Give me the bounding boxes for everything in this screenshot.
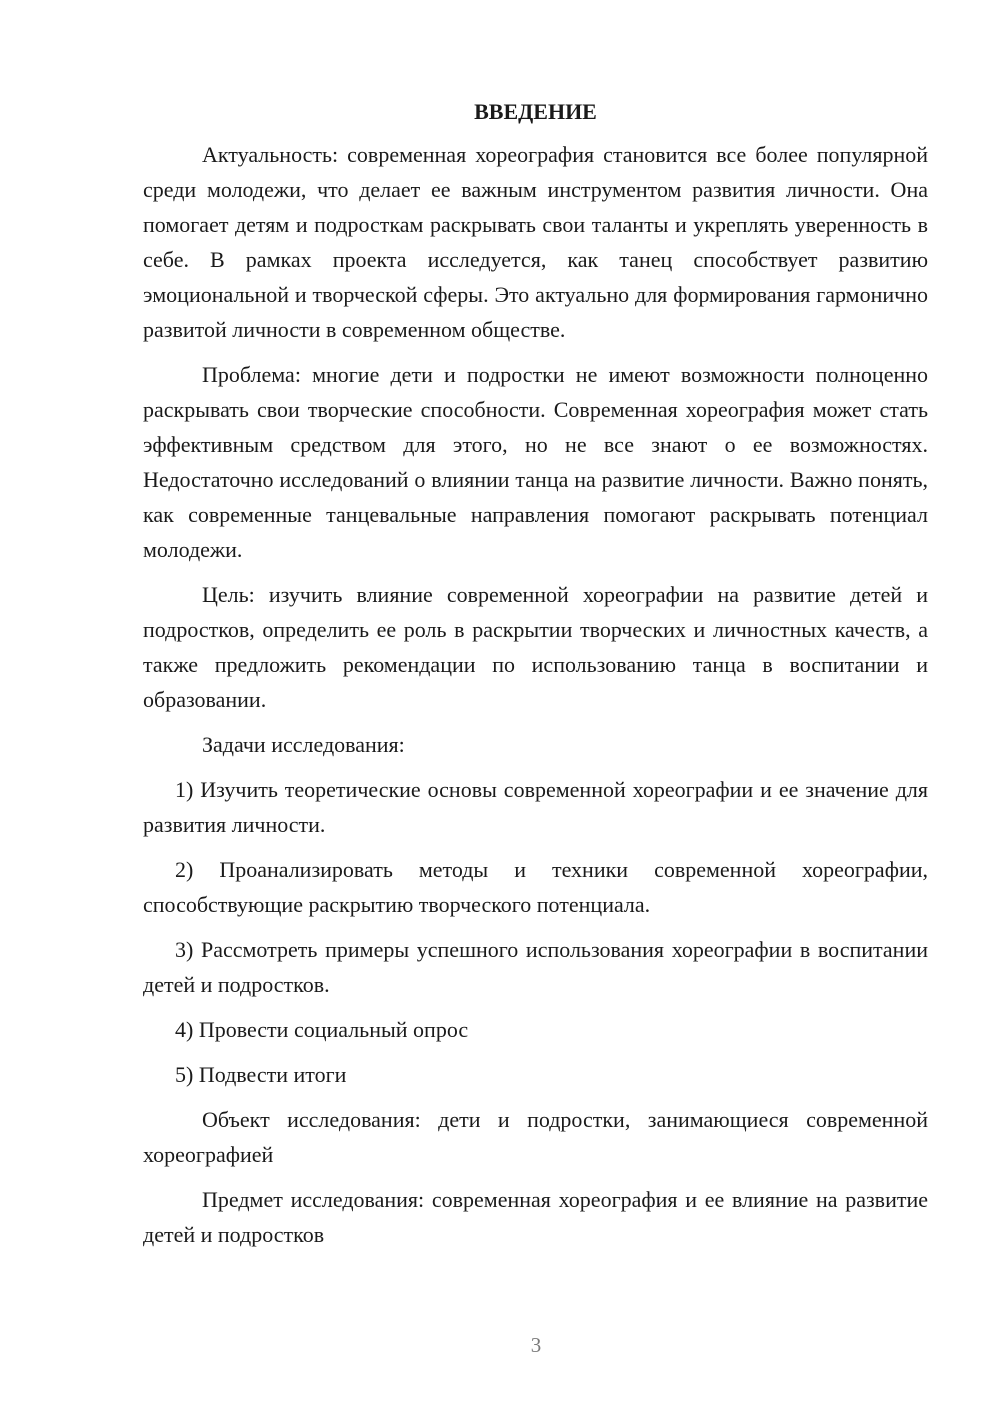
page-number: 3 (530, 1333, 542, 1357)
research-subject-paragraph: Предмет исследования: современная хореография и ее влияние на развитие детей и подростков (143, 1187, 928, 1247)
task-item: 2) Проанализировать методы и техники современной хореографии, способствующие раскрытию творческого потенциала. (143, 857, 928, 917)
research-object-paragraph: Объект исследования: дети и подростки, занимающиеся современной хореографией (143, 1107, 928, 1167)
task-item: 5) Подвести итоги (175, 1062, 347, 1087)
task-item: 4) Провести социальный опрос (175, 1017, 469, 1042)
goal-paragraph: Цель: изучить влияние современной хореографии на развитие детей и подростков, определить ее роль в раскрытии творческих и личностных качеств, а также предложить рекомендации по использованию танца в воспитании и образовании. (143, 582, 928, 712)
task-item: 1) Изучить теоретические основы современной хореографии и ее значение для развития личности. (143, 777, 928, 837)
tasks-list (143, 772, 928, 1092)
relevance-paragraph: Актуальность: современная хореография становится все более популярной среди молодежи, что делает ее важным инструментом развития личности. Она помогает детям и подросткам раскрывать свои таланты и укреплять уверенность в себе. В рамках проекта исследуется, как танец способствует развитию эмоциональной и творческой сферы. Это актуально для формирования гармонично развитой личности в современном обществе. (143, 142, 928, 342)
task-item: 3) Рассмотреть примеры успешного использования хореографии в воспитании детей и подростков. (143, 937, 928, 997)
page-content (143, 96, 928, 1262)
tasks-heading: Задачи исследования: (202, 732, 405, 757)
page-title: ВВЕДЕНИЕ (474, 99, 597, 124)
problem-paragraph: Проблема: многие дети и подростки не имеют возможности полноценно раскрывать свои творческие способности. Современная хореография может стать эффективным средством для этого, но не все знают о ее возможностях. Недостаточно исследований о влиянии танца на развитие личности. Важно понять, как современные танцевальные направления помогают раскрывать потенциал молодежи. (143, 362, 928, 562)
